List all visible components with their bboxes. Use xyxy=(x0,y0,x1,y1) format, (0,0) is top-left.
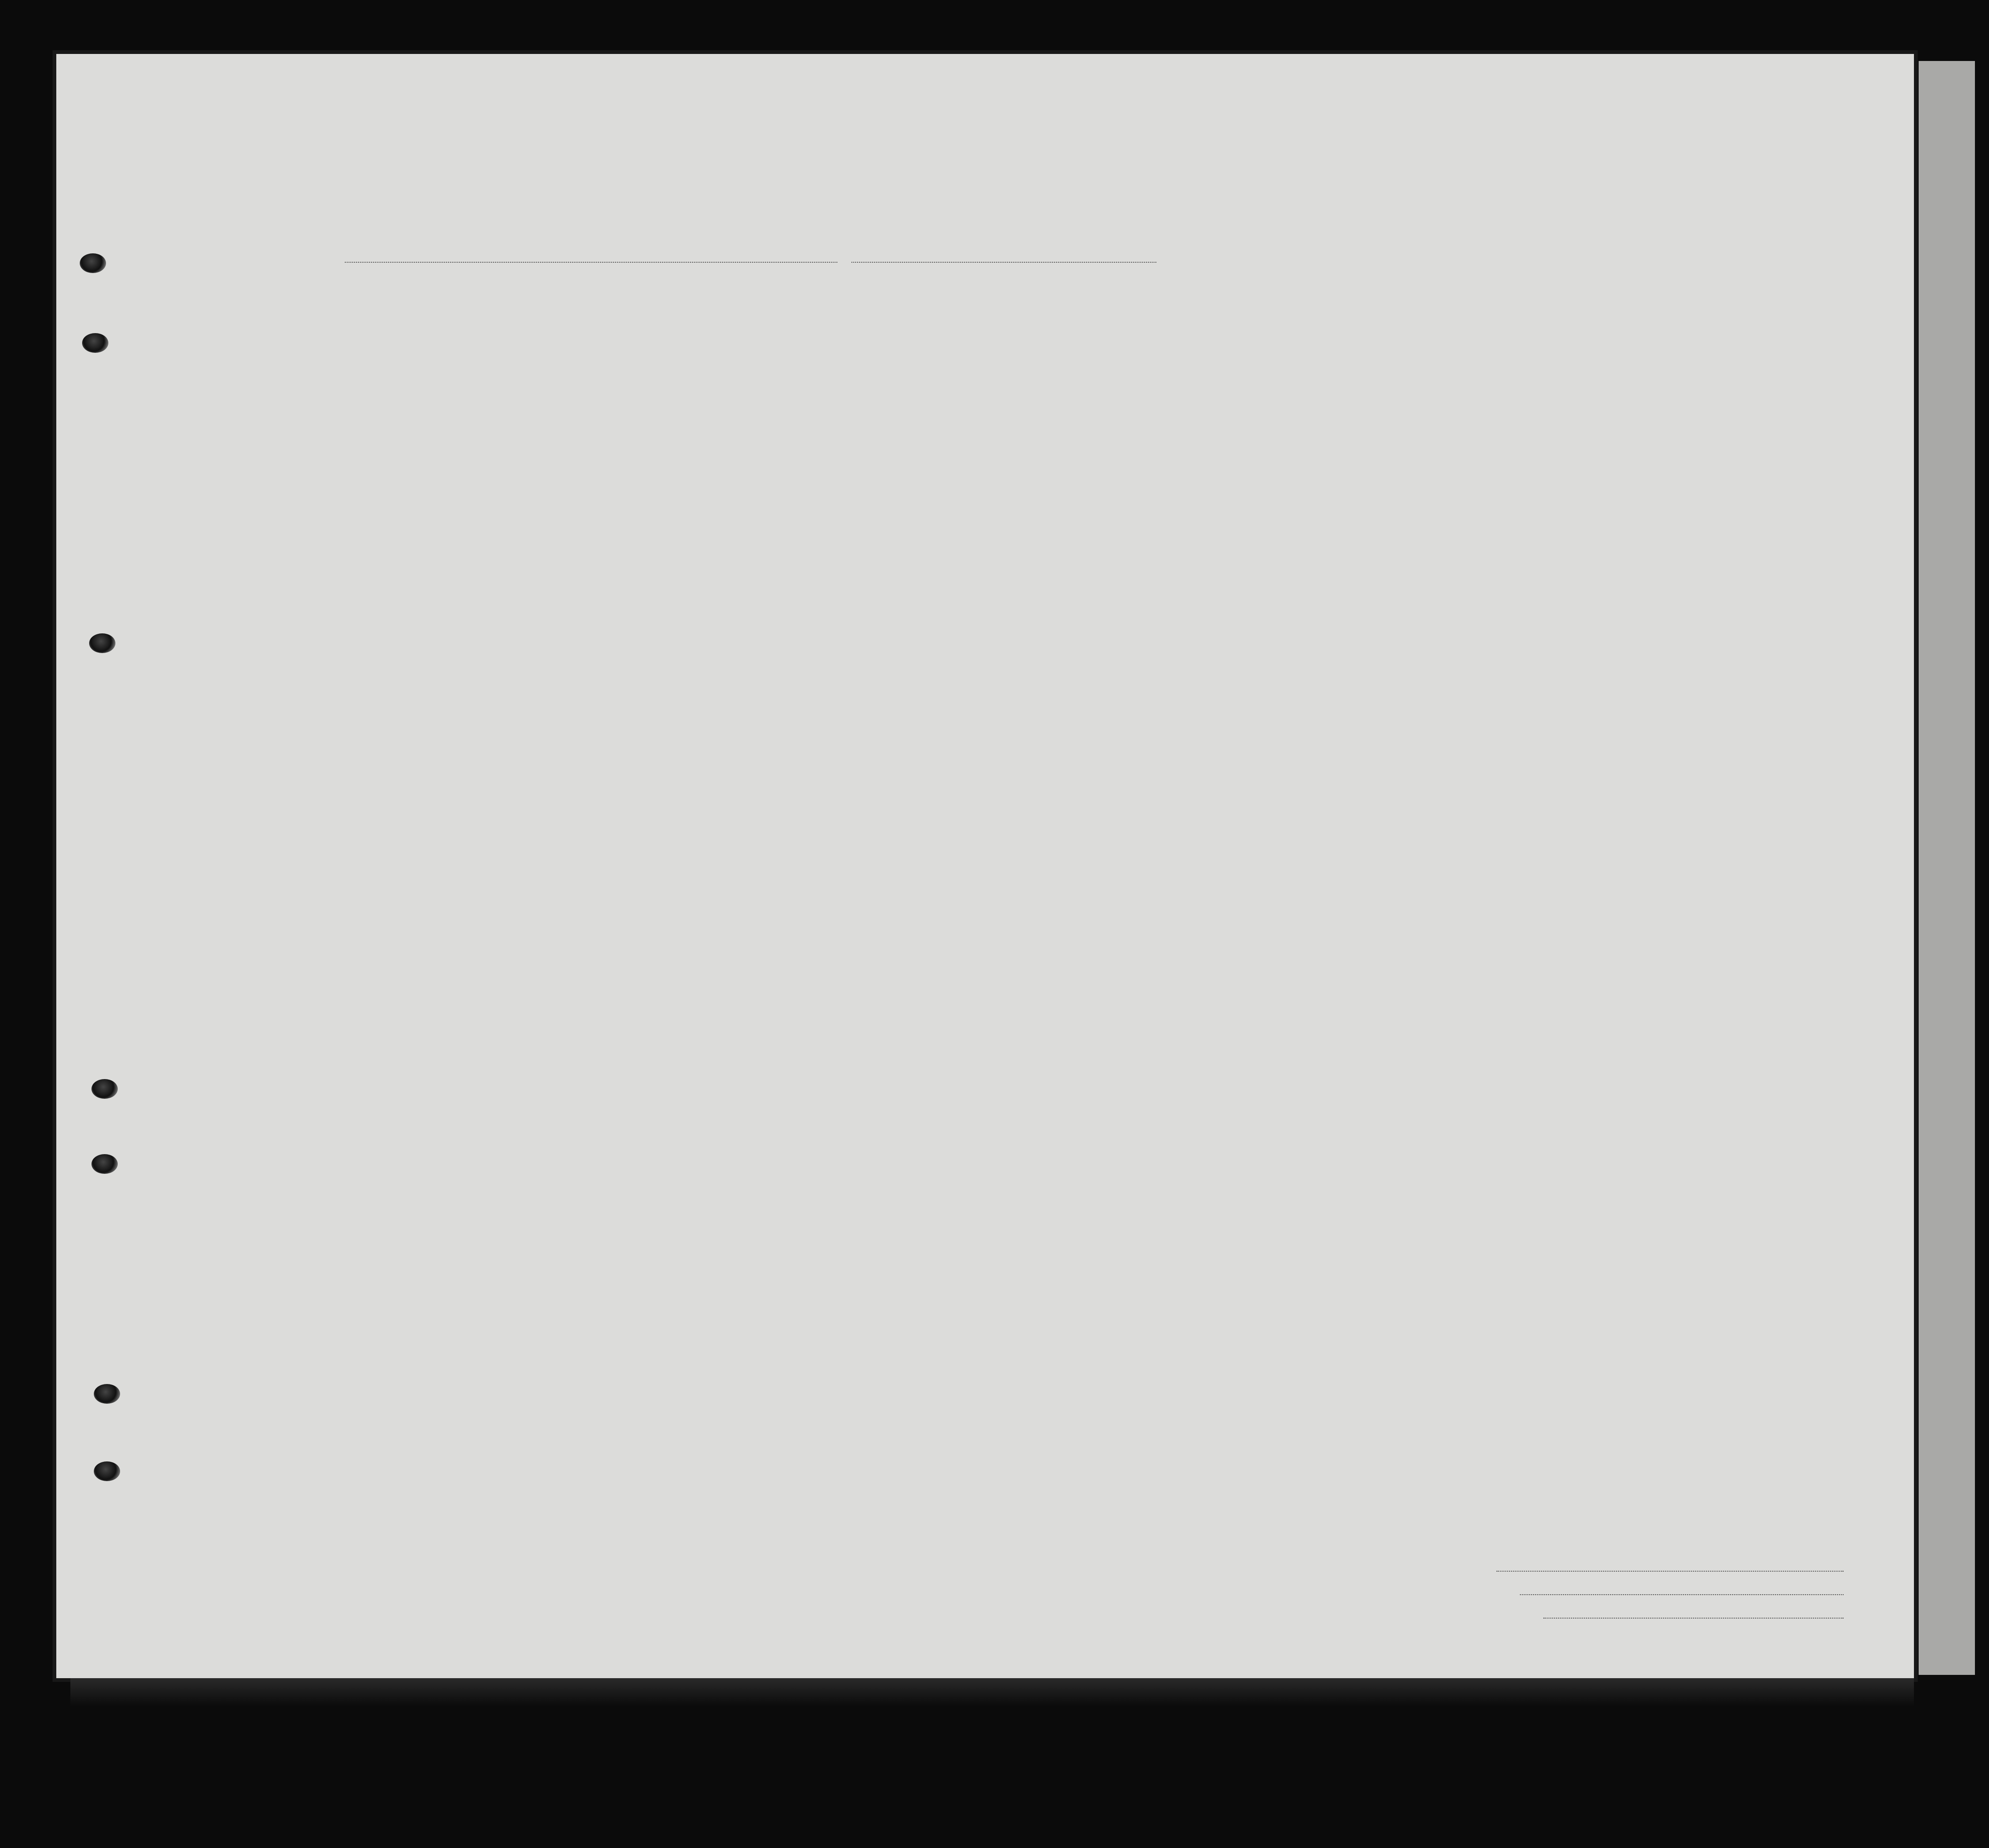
owners-underline xyxy=(1520,1594,1844,1595)
binder-hole xyxy=(80,253,106,273)
header-q29 xyxy=(1389,324,1425,439)
line-underline xyxy=(1496,1571,1844,1572)
binder-hole xyxy=(94,1461,120,1481)
binder-hole xyxy=(82,333,108,353)
header-purpose-citizen xyxy=(1210,342,1243,439)
header-q31 xyxy=(1450,324,1472,439)
binder-hole xyxy=(91,1154,118,1174)
header-inches xyxy=(1607,394,1625,436)
agents-underline xyxy=(1543,1618,1844,1619)
binder-hole xyxy=(91,1079,118,1099)
header-q30 xyxy=(1426,324,1450,439)
header-fifty-dollars xyxy=(693,324,717,436)
header-polygamist xyxy=(1288,328,1311,439)
header-purpose-return xyxy=(1139,342,1173,439)
header-q28 xyxy=(1339,324,1386,439)
header-ticket xyxy=(575,328,598,436)
binder-hole xyxy=(94,1384,120,1404)
header-anarchist xyxy=(1313,328,1337,439)
header-prison xyxy=(1245,328,1283,439)
header-feet xyxy=(1586,394,1604,436)
binder-hole xyxy=(89,633,115,653)
header-purpose-length xyxy=(1175,342,1209,439)
